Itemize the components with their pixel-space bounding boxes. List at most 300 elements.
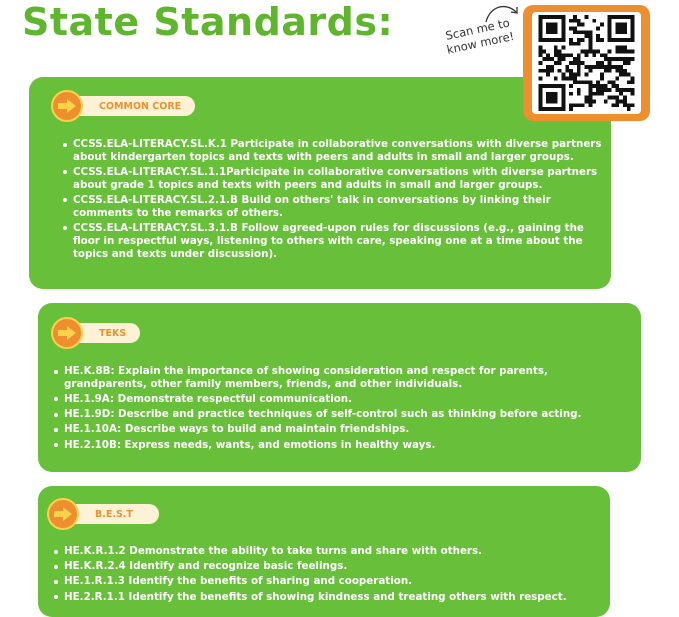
- qr-module: [615, 96, 619, 100]
- qr-module: [569, 103, 573, 107]
- qr-module: [554, 27, 558, 31]
- qr-module: [627, 50, 631, 54]
- qr-module: [608, 23, 612, 27]
- qr-module: [623, 96, 627, 100]
- qr-module: [577, 103, 581, 107]
- qr-module: [627, 107, 631, 111]
- qr-module: [569, 107, 573, 111]
- qr-code[interactable]: [532, 12, 641, 114]
- qr-module: [539, 38, 543, 42]
- qr-module: [562, 84, 566, 88]
- qr-module: [542, 50, 546, 54]
- qr-module: [569, 61, 573, 65]
- arrow-right-icon: [51, 90, 83, 122]
- qr-module: [554, 53, 558, 57]
- qr-module: [600, 53, 604, 57]
- qr-module: [539, 96, 543, 100]
- qr-module: [592, 65, 596, 69]
- qr-module: [562, 34, 566, 38]
- qr-module: [608, 96, 612, 100]
- qr-module: [546, 69, 550, 73]
- qr-module: [539, 15, 543, 19]
- qr-module: [627, 88, 631, 92]
- qr-module: [550, 69, 554, 73]
- qr-module: [608, 19, 612, 23]
- qr-module: [577, 19, 581, 23]
- qr-module: [619, 23, 623, 27]
- qr-module: [619, 30, 623, 34]
- qr-module: [539, 61, 543, 65]
- qr-module: [611, 38, 615, 42]
- qr-module: [577, 61, 581, 65]
- qr-module: [588, 34, 592, 38]
- qr-module: [623, 27, 627, 31]
- qr-module: [631, 23, 635, 27]
- qr-module: [554, 38, 558, 42]
- qr-module: [558, 15, 562, 19]
- qr-module: [562, 103, 566, 107]
- qr-module: [592, 84, 596, 88]
- qr-module: [585, 99, 589, 103]
- qr-module: [631, 30, 635, 34]
- qr-module: [546, 30, 550, 34]
- qr-module: [631, 19, 635, 23]
- qr-module: [554, 61, 558, 65]
- qr-module: [596, 80, 600, 84]
- qr-module: [558, 107, 562, 111]
- qr-module: [623, 23, 627, 27]
- qr-module: [592, 92, 596, 96]
- qr-module: [573, 76, 577, 80]
- qr-module: [631, 34, 635, 38]
- qr-module: [623, 50, 627, 54]
- qr-module: [631, 57, 635, 61]
- qr-module: [615, 57, 619, 61]
- qr-module: [550, 38, 554, 42]
- qr-module: [619, 73, 623, 77]
- qr-module: [608, 15, 612, 19]
- qr-module: [569, 27, 573, 31]
- qr-module: [581, 23, 585, 27]
- qr-module: [554, 46, 558, 50]
- section-label: B.E.S.T: [65, 504, 159, 524]
- qr-module: [588, 42, 592, 46]
- qr-module: [542, 107, 546, 111]
- qr-module: [588, 84, 592, 88]
- qr-module: [631, 27, 635, 31]
- qr-module: [608, 50, 612, 54]
- qr-module: [600, 76, 604, 80]
- qr-module: [588, 99, 592, 103]
- qr-module: [562, 57, 566, 61]
- qr-module: [554, 30, 558, 34]
- qr-module: [623, 46, 627, 50]
- qr-module: [554, 92, 558, 96]
- qr-module: [623, 103, 627, 107]
- qr-module: [604, 57, 608, 61]
- qr-module: [604, 84, 608, 88]
- qr-module: [604, 65, 608, 69]
- qr-module: [608, 57, 612, 61]
- qr-module: [577, 53, 581, 57]
- qr-module: [592, 19, 596, 23]
- qr-module: [596, 92, 600, 96]
- qr-module: [562, 46, 566, 50]
- qr-module: [611, 80, 615, 84]
- qr-module: [600, 92, 604, 96]
- qr-module: [615, 50, 619, 54]
- qr-module: [539, 84, 543, 88]
- qr-module: [554, 76, 558, 80]
- qr-module: [615, 84, 619, 88]
- qr-module: [539, 103, 543, 107]
- qr-module: [588, 96, 592, 100]
- qr-module: [623, 69, 627, 73]
- qr-module: [573, 57, 577, 61]
- qr-module: [546, 92, 550, 96]
- qr-module: [565, 76, 569, 80]
- qr-module: [596, 61, 600, 65]
- qr-module: [565, 65, 569, 69]
- qr-module: [562, 107, 566, 111]
- qr-module: [631, 76, 635, 80]
- qr-module: [539, 30, 543, 34]
- qr-module: [608, 27, 612, 31]
- qr-module: [573, 42, 577, 46]
- qr-module: [558, 84, 562, 88]
- qr-module: [581, 38, 585, 42]
- qr-module: [611, 103, 615, 107]
- list-item: HE.K.R.2.4 Identify and recognize basic feelings.: [54, 560, 604, 573]
- list-item: HE.2.R.1.1 Identify the benefits of showing kindness and treating others with respect.: [54, 591, 604, 604]
- qr-module: [592, 50, 596, 54]
- qr-module: [623, 73, 627, 77]
- qr-module: [588, 88, 592, 92]
- section-teks: [38, 303, 641, 472]
- qr-module: [588, 92, 592, 96]
- section-label: TEKS: [69, 323, 140, 343]
- qr-module: [581, 61, 585, 65]
- qr-module: [569, 42, 573, 46]
- qr-module: [565, 53, 569, 57]
- qr-module: [558, 53, 562, 57]
- qr-module: [588, 50, 592, 54]
- qr-module: [546, 27, 550, 31]
- qr-module: [627, 38, 631, 42]
- qr-module: [615, 103, 619, 107]
- qr-module: [611, 65, 615, 69]
- qr-module: [550, 107, 554, 111]
- qr-module: [619, 65, 623, 69]
- list-item: HE.1.9D: Describe and practice techniques of self-control such as thinking before acting.: [54, 408, 634, 421]
- list-item: CCSS.ELA-LITERACY.SL.3.1.B Follow agreed-upon rules for discussions (e.g., gaining the floor in respectful ways, listening to others with care, speaking one at a time about the topics and texts under discussion).: [63, 222, 603, 260]
- qr-module: [619, 88, 623, 92]
- qr-module: [539, 46, 543, 50]
- qr-module: [569, 19, 573, 23]
- qr-module: [585, 73, 589, 77]
- qr-module: [539, 23, 543, 27]
- qr-module: [615, 88, 619, 92]
- qr-module: [623, 61, 627, 65]
- qr-module: [631, 50, 635, 54]
- qr-module: [546, 57, 550, 61]
- qr-module: [623, 57, 627, 61]
- qr-module: [554, 99, 558, 103]
- qr-module: [539, 53, 543, 57]
- qr-module: [562, 99, 566, 103]
- list-item: HE.1.9A: Demonstrate respectful communication.: [54, 393, 634, 406]
- qr-module: [627, 103, 631, 107]
- qr-module: [539, 76, 543, 80]
- qr-module: [573, 103, 577, 107]
- qr-module: [558, 69, 562, 73]
- list-item: CCSS.ELA-LITERACY.SL.1.1Participate in collaborative conversations with diverse partners about grade 1 topics and texts with peers and adults in small and larger groups.: [63, 166, 603, 192]
- qr-module: [615, 99, 619, 103]
- qr-module: [631, 38, 635, 42]
- qr-module: [577, 38, 581, 42]
- qr-module: [573, 73, 577, 77]
- qr-module: [542, 15, 546, 19]
- qr-module: [600, 38, 604, 42]
- qr-module: [615, 65, 619, 69]
- qr-module: [569, 76, 573, 80]
- qr-module: [558, 38, 562, 42]
- qr-module: [577, 23, 581, 27]
- qr-module: [539, 69, 543, 73]
- qr-module: [611, 84, 615, 88]
- qr-module: [550, 23, 554, 27]
- qr-module: [573, 15, 577, 19]
- qr-module: [619, 92, 623, 96]
- qr-module: [608, 69, 612, 73]
- qr-module: [577, 30, 581, 34]
- qr-module: [627, 80, 631, 84]
- qr-module: [546, 99, 550, 103]
- qr-module: [627, 57, 631, 61]
- qr-module: [631, 92, 635, 96]
- qr-module: [627, 15, 631, 19]
- qr-module: [546, 73, 550, 77]
- qr-module: [550, 15, 554, 19]
- list-item: HE.1.R.1.3 Identify the benefits of sharing and cooperation.: [54, 575, 604, 588]
- qr-module: [542, 38, 546, 42]
- qr-module: [604, 99, 608, 103]
- qr-module: [581, 30, 585, 34]
- qr-module: [554, 107, 558, 111]
- qr-module: [558, 57, 562, 61]
- qr-module: [596, 27, 600, 31]
- qr-module: [562, 23, 566, 27]
- qr-module: [546, 53, 550, 57]
- qr-module: [577, 65, 581, 69]
- qr-module: [623, 15, 627, 19]
- qr-module: [627, 73, 631, 77]
- qr-module: [608, 80, 612, 84]
- qr-module: [539, 19, 543, 23]
- qr-module: [588, 103, 592, 107]
- qr-module: [546, 84, 550, 88]
- qr-module: [585, 15, 589, 19]
- qr-module: [573, 80, 577, 84]
- qr-module: [615, 30, 619, 34]
- qr-module: [596, 65, 600, 69]
- qr-module: [562, 88, 566, 92]
- qr-module: [608, 61, 612, 65]
- qr-module: [573, 30, 577, 34]
- qr-module: [562, 73, 566, 77]
- qr-module: [539, 92, 543, 96]
- arrow-right-icon: [47, 498, 79, 530]
- qr-module: [539, 99, 543, 103]
- list-item: CCSS.ELA-LITERACY.SL.K.1 Participate in collaborative conversations with diverse partners about kindergarten topics and texts with peers and adults in small and larger groups.: [63, 138, 603, 164]
- standards-list: [63, 138, 603, 263]
- qr-module: [608, 65, 612, 69]
- qr-module: [619, 46, 623, 50]
- qr-module: [577, 80, 581, 84]
- qr-module: [558, 61, 562, 65]
- qr-module: [596, 50, 600, 54]
- qr-module: [569, 38, 573, 42]
- standards-list: [54, 545, 604, 606]
- qr-module: [539, 50, 543, 54]
- qr-module: [588, 80, 592, 84]
- qr-module: [550, 84, 554, 88]
- qr-module: [550, 30, 554, 34]
- qr-module: [546, 23, 550, 27]
- qr-code-pattern: [537, 15, 636, 111]
- qr-module: [577, 88, 581, 92]
- qr-module: [585, 53, 589, 57]
- qr-module: [623, 38, 627, 42]
- qr-module: [539, 88, 543, 92]
- qr-module: [623, 30, 627, 34]
- qr-module: [615, 46, 619, 50]
- qr-module: [619, 69, 623, 73]
- qr-module: [569, 53, 573, 57]
- qr-module: [615, 38, 619, 42]
- qr-module: [608, 30, 612, 34]
- qr-module: [542, 57, 546, 61]
- qr-module: [623, 88, 627, 92]
- list-item: HE.1.10A: Describe ways to build and maintain friendships.: [54, 423, 634, 436]
- qr-module: [577, 92, 581, 96]
- qr-module: [550, 92, 554, 96]
- qr-module: [619, 27, 623, 31]
- qr-module: [631, 103, 635, 107]
- qr-module: [573, 61, 577, 65]
- qr-module: [569, 69, 573, 73]
- qr-module: [596, 88, 600, 92]
- qr-module: [600, 84, 604, 88]
- qr-code-frame[interactable]: [523, 5, 650, 121]
- qr-module: [592, 99, 596, 103]
- qr-module: [611, 96, 615, 100]
- qr-module: [615, 76, 619, 80]
- qr-module: [581, 103, 585, 107]
- list-item: CCSS.ELA-LITERACY.SL.2.1.B Build on others' talk in conversations by linking their comments to the remarks of others.: [63, 194, 603, 220]
- qr-module: [588, 65, 592, 69]
- section-best: [38, 486, 610, 617]
- qr-module: [615, 15, 619, 19]
- qr-module: [562, 76, 566, 80]
- qr-module: [569, 73, 573, 77]
- qr-module: [588, 69, 592, 73]
- qr-module: [554, 84, 558, 88]
- qr-module: [562, 96, 566, 100]
- qr-module: [615, 69, 619, 73]
- qr-module: [619, 15, 623, 19]
- qr-module: [585, 96, 589, 100]
- qr-module: [558, 50, 562, 54]
- qr-module: [627, 61, 631, 65]
- qr-module: [600, 65, 604, 69]
- qr-module: [546, 65, 550, 69]
- qr-module: [562, 19, 566, 23]
- qr-module: [615, 27, 619, 31]
- qr-module: [604, 88, 608, 92]
- qr-module: [631, 88, 635, 92]
- qr-module: [550, 96, 554, 100]
- list-item: HE.K.8B: Explain the importance of showing consideration and respect for parents, grandparents, other family members, friends, and other individuals.: [54, 365, 634, 391]
- qr-module: [577, 57, 581, 61]
- qr-module: [588, 38, 592, 42]
- qr-module: [542, 84, 546, 88]
- qr-module: [577, 42, 581, 46]
- qr-module: [600, 73, 604, 77]
- qr-module: [592, 53, 596, 57]
- qr-module: [554, 50, 558, 54]
- qr-module: [565, 69, 569, 73]
- qr-module: [585, 50, 589, 54]
- arrow-right-icon: [51, 317, 83, 349]
- qr-module: [550, 99, 554, 103]
- qr-module: [546, 15, 550, 19]
- qr-module: [585, 30, 589, 34]
- qr-callout-text: Scan me to know more!: [444, 15, 516, 57]
- qr-module: [604, 69, 608, 73]
- qr-module: [623, 99, 627, 103]
- qr-module: [631, 80, 635, 84]
- qr-module: [611, 15, 615, 19]
- list-item: HE.K.R.1.2 Demonstrate the ability to take turns and share with others.: [54, 545, 604, 558]
- qr-module: [569, 84, 573, 88]
- qr-module: [562, 15, 566, 19]
- qr-module: [619, 99, 623, 103]
- qr-module: [562, 53, 566, 57]
- qr-module: [615, 23, 619, 27]
- section-label: COMMON CORE: [69, 96, 195, 116]
- qr-module: [619, 57, 623, 61]
- qr-module: [569, 92, 573, 96]
- qr-module: [577, 73, 581, 77]
- qr-module: [562, 27, 566, 31]
- qr-module: [581, 50, 585, 54]
- qr-module: [550, 65, 554, 69]
- standards-list: [54, 365, 634, 454]
- qr-module: [608, 88, 612, 92]
- qr-module: [631, 15, 635, 19]
- qr-module: [539, 27, 543, 31]
- qr-module: [546, 107, 550, 111]
- qr-module: [539, 34, 543, 38]
- qr-module: [554, 15, 558, 19]
- qr-module: [585, 65, 589, 69]
- qr-module: [585, 34, 589, 38]
- qr-module: [562, 92, 566, 96]
- qr-module: [546, 96, 550, 100]
- qr-module: [596, 38, 600, 42]
- qr-module: [554, 23, 558, 27]
